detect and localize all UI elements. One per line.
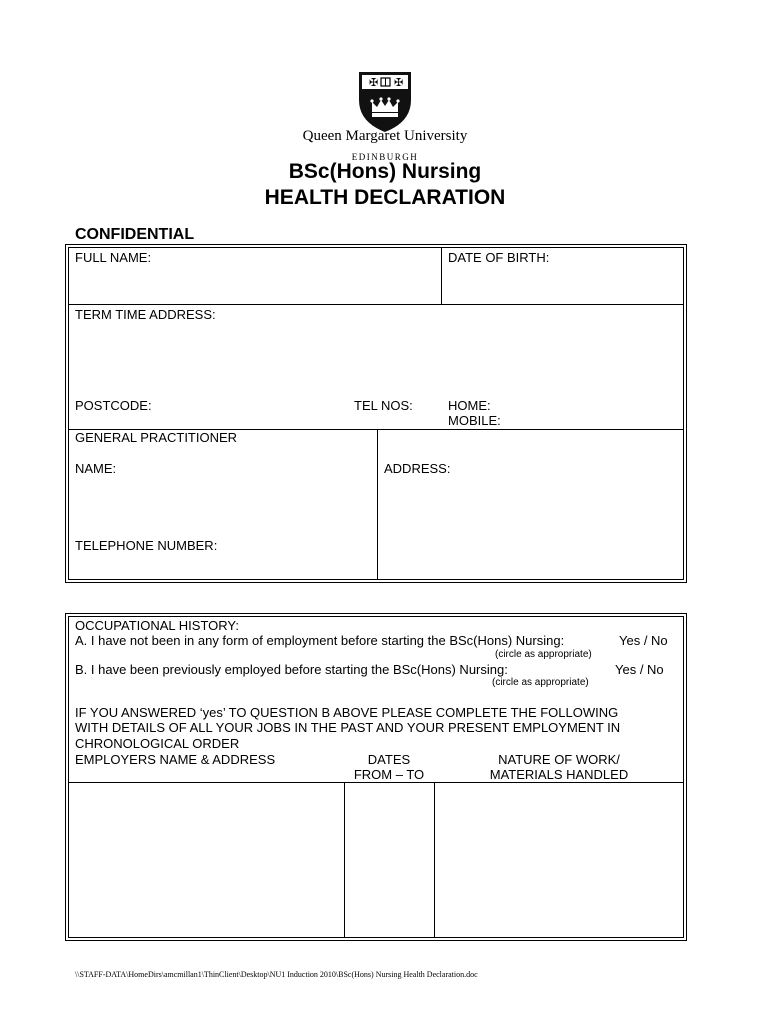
document-title: BSc(Hons) Nursing	[288, 160, 482, 183]
gp-address-field[interactable]: ADDRESS:	[384, 461, 451, 476]
postcode-field[interactable]: POSTCODE:	[75, 398, 152, 413]
question-a-answer[interactable]: Yes / No	[619, 633, 668, 648]
name-row-divider	[68, 304, 684, 305]
employment-table-header-divider	[68, 782, 684, 783]
university-location: EDINBURGH	[351, 152, 419, 162]
date-of-birth-field[interactable]: DATE OF BIRTH:	[448, 250, 550, 265]
university-name: Queen Margaret University	[302, 128, 468, 144]
instruction-line-1: IF YOU ANSWERED ‘yes’ TO QUESTION B ABOVE PLEASE COMPLETE THE FOLLOWING	[75, 705, 619, 720]
gp-divider	[377, 429, 378, 580]
instruction-line-2: WITH DETAILS OF ALL YOUR JOBS IN THE PAST AND YOUR PRESENT EMPLOYMENT IN	[75, 720, 621, 735]
dates-entry-cell[interactable]	[346, 784, 432, 936]
employers-column-header: EMPLOYERS NAME & ADDRESS	[75, 752, 276, 767]
gp-name-field[interactable]: NAME:	[75, 461, 117, 476]
term-address-field[interactable]: TERM TIME ADDRESS:	[75, 307, 216, 322]
employment-table-col-divider-1	[344, 782, 345, 938]
question-b-note: (circle as appropriate)	[492, 677, 589, 688]
university-crest-icon	[356, 70, 414, 134]
employment-table-col-divider-2	[434, 782, 435, 938]
svg-text:✠: ✠	[369, 76, 379, 89]
document-subtitle: HEALTH DECLARATION	[264, 186, 506, 209]
footer-file-path: \\STAFF-DATA\HomeDirs\amcmillan1\ThinClient\Desktop\NU1 Induction 2010\BSc(Hons) Nursing Health Declaration.doc	[75, 970, 478, 979]
home-phone-field[interactable]: HOME:	[448, 398, 491, 413]
question-b: B. I have been previously employed before starting the BSc(Hons) Nursing:	[75, 662, 508, 677]
dob-divider	[441, 247, 442, 304]
question-a: A. I have not been in any form of employment before starting the BSc(Hons) Nursing:	[75, 633, 565, 648]
nature-entry-cell[interactable]	[436, 784, 682, 936]
instruction-line-3: CHRONOLOGICAL ORDER	[75, 736, 240, 751]
question-b-answer[interactable]: Yes / No	[615, 662, 664, 677]
dates-column-header: DATES	[367, 752, 411, 767]
personal-details-inner-frame	[68, 247, 684, 580]
dates-column-subheader: FROM – TO	[353, 767, 425, 782]
nature-column-subheader: MATERIALS HANDLED	[489, 767, 629, 782]
employer-entry-cell[interactable]	[70, 784, 342, 936]
tel-nos-label: TEL NOS:	[354, 398, 413, 413]
svg-text:✠: ✠	[394, 76, 404, 89]
mobile-phone-field[interactable]: MOBILE:	[448, 413, 501, 428]
nature-column-header: NATURE OF WORK/	[498, 752, 620, 767]
occupational-history-heading: OCCUPATIONAL HISTORY:	[75, 618, 239, 633]
question-a-note: (circle as appropriate)	[495, 649, 592, 660]
confidential-label: CONFIDENTIAL	[75, 226, 195, 243]
gp-heading: GENERAL PRACTITIONER	[75, 430, 238, 445]
gp-telephone-field[interactable]: TELEPHONE NUMBER:	[75, 538, 218, 553]
full-name-field[interactable]: FULL NAME:	[75, 250, 152, 265]
